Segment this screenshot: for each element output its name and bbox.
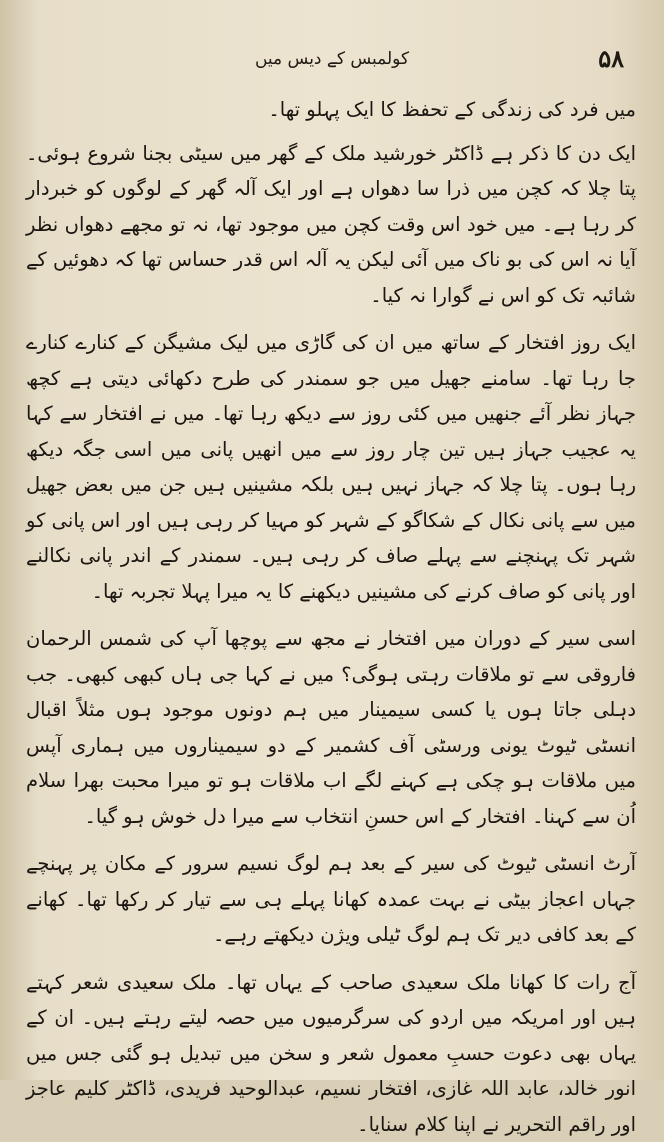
- paragraph: آرٹ انسٹی ٹیوٹ کی سیر کے بعد ہم لوگ نسیم سرور کے مکان پر پہنچے جہاں اعجاز بیٹی نے بہت عمدہ کھانا پہلے ہی سے تیار کر رکھا تھا۔ کھانے کے بعد کافی دیر تک ہم لوگ ٹیلی ویژن دیکھتے رہے۔: [26, 846, 636, 953]
- paragraph: ایک روز افتخار کے ساتھ میں ان کی گاڑی میں لیک مشیگن کے کنارے کنارے جا رہا تھا۔ سامنے جھیل میں جو سمندر کی طرح دکھائی دیتی ہے کچھ جہاز نظر آئے جنھیں میں کئی روز سے دیکھ رہا تھا۔ میں نے افتخار سے کہا یہ عجیب جہاز ہیں تین چار روز سے میں انھیں پانی میں اسی جگہ دیکھ رہا ہوں۔ پتا چلا کہ جہاز نہیں ہیں بلکہ مشینیں ہیں جن میں بعض جھیل میں سے پانی نکال کے شکاگو کے شہر کو مہیا کر رہی ہیں اور اس پانی کو شہر تک پہنچنے سے پہلے صاف کر رہی ہیں۔ سمندر کے اندر پانی نکالنے اور پانی کو صاف کرنے کی مشینیں دیکھنے کا یہ میرا پہلا تجربہ تھا۔: [26, 325, 636, 609]
- page-header: [40, 38, 624, 78]
- running-title: کولمبس کے دیس میں: [40, 48, 624, 69]
- paragraph: ایک دن کا ذکر ہے ڈاکٹر خورشید ملک کے گھر میں سیٹی بجنا شروع ہوئی۔ پتا چلا کہ کچن میں ذرا سا دھواں ہے اور ایک آلہ گھر کے لوگوں کو خبردار کر رہا ہے۔ میں خود اس وقت کچن میں موجود تھا، نہ تو مجھے دھواں نظر آیا نہ اس کی بو ناک میں آئی لیکن یہ آلہ اس قدر حساس تھا کہ دھوئیں کے شائبہ تک کو اس نے گوارا نہ کیا۔: [26, 136, 636, 314]
- page-body: [26, 92, 636, 1050]
- paragraph: اسی سیر کے دوران میں افتخار نے مجھ سے پوچھا آپ کی شمس الرحمان فاروقی سے تو ملاقات رہتی ہوگی؟ میں نے کہا جی ہاں کبھی کبھی۔ جب دہلی جاتا ہوں یا کسی سیمینار میں ہم دونوں موجود ہوں مثلاً اقبال انسٹی ٹیوٹ یونی ورسٹی آف کشمیر کے دو سیمیناروں میں ہماری آپس میں ملاقات ہو چکی ہے کہنے لگے اب ملاقات ہو تو میرا محبت بھرا سلام اُن سے کہنا۔ افتخار کے اس حسنِ انتخاب سے میرا دل خوش ہو گیا۔: [26, 621, 636, 834]
- page-number: ۵۸: [598, 44, 624, 73]
- paragraph: میں فرد کی زندگی کے تحفظ کا ایک پہلو تھا۔: [26, 92, 636, 128]
- paragraph: آج رات کا کھانا ملک سعیدی صاحب کے یہاں تھا۔ ملک سعیدی شعر کہتے ہیں اور امریکہ میں اردو کی سرگرمیوں میں حصہ لیتے رہتے ہیں۔ ان کے یہاں بھی دعوت حسبِ معمول شعر و سخن میں تبدیل ہو گئی جس میں انور خالد، عابد اللہ غازی، افتخار نسیم، عبدالوحید فریدی، ڈاکٹر کلیم عاجز اور راقم التحریر نے اپنا کلام سنایا۔: [26, 965, 636, 1142]
